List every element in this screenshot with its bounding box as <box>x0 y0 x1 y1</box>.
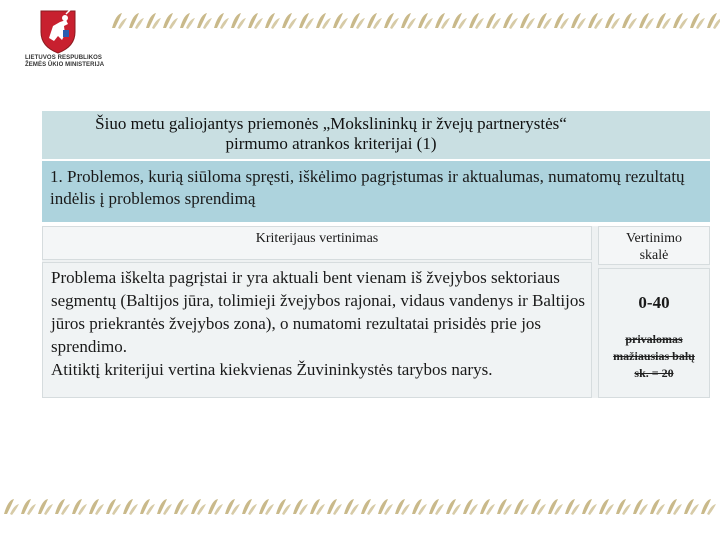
table-header-scale <box>598 230 710 264</box>
ornament-leaf-icon <box>463 499 478 515</box>
ornament-leaf-icon <box>452 13 467 29</box>
ornament-leaf-icon <box>361 499 376 515</box>
ornament-leaf-icon <box>259 499 274 515</box>
ornament-leaf-icon <box>684 499 699 515</box>
ornament-leaf-icon <box>571 13 586 29</box>
ornament-leaf-icon <box>4 499 19 515</box>
ornament-leaf-icon <box>469 13 484 29</box>
ornament-leaf-icon <box>265 13 280 29</box>
criterion-evaluator-note: Atitiktį kriterijui vertina kiekvienas Žuvininkystės tarybos narys. <box>51 360 493 379</box>
ornament-leaf-icon <box>140 499 155 515</box>
ornament-leaf-icon <box>344 499 359 515</box>
ornament-leaf-icon <box>520 13 535 29</box>
ornament-leaf-icon <box>650 499 665 515</box>
minimum-score-line1: privalomas <box>625 332 683 346</box>
ornament-leaf-icon <box>639 13 654 29</box>
minimum-score-line3: sk. = 20 <box>634 366 674 380</box>
criterion-description-text: Problema iškelta pagrįstai ir yra aktuali bent vienam iš žvejybos sektoriaus segmentų (Baltijos jūra, tolimieji žvejybos rajonai, vidaus vandenys ir Baltijos jūros priekrantės žvejybos zona), o numatomi rezultatai prisidės prie jos sprendimo. <box>51 268 585 356</box>
ornament-leaf-icon <box>537 13 552 29</box>
minimum-score-note <box>598 331 710 382</box>
ornament-leaf-icon <box>231 13 246 29</box>
ornament-leaf-icon <box>367 13 382 29</box>
ornament-leaf-icon <box>38 499 53 515</box>
page-title-line1: Šiuo metu galiojantys priemonės „Mokslininkų ir žvejų partnerystės“ <box>95 114 567 133</box>
ornament-leaf-icon <box>656 13 671 29</box>
ornament-leaf-icon <box>514 499 529 515</box>
ornament-leaf-icon <box>605 13 620 29</box>
ornament-leaf-icon <box>616 499 631 515</box>
ornament-top <box>108 10 720 32</box>
ornament-leaf-icon <box>554 13 569 29</box>
ornament-leaf-icon <box>350 13 365 29</box>
ornament-leaf-icon <box>384 13 399 29</box>
score-range: 0-40 <box>638 293 670 312</box>
ornament-leaf-icon <box>174 499 189 515</box>
criterion-description <box>51 266 591 381</box>
ornament-leaf-icon <box>582 499 597 515</box>
ornament-leaf-icon <box>316 13 331 29</box>
minimum-score-line2: mažiausias balų <box>613 349 695 363</box>
ornament-leaf-icon <box>548 499 563 515</box>
ornament-leaf-icon <box>633 499 648 515</box>
ornament-leaf-icon <box>163 13 178 29</box>
ornament-leaf-icon <box>565 499 580 515</box>
coat-of-arms-icon <box>38 8 78 54</box>
ornament-leaf-icon <box>503 13 518 29</box>
ornament-leaf-icon <box>412 499 427 515</box>
ornament-leaf-icon <box>123 499 138 515</box>
ornament-leaf-icon <box>486 13 501 29</box>
ornament-leaf-icon <box>282 13 297 29</box>
ornament-leaf-icon <box>214 13 229 29</box>
table-header-scale-line1: Vertinimo <box>626 231 682 246</box>
ornament-leaf-icon <box>531 499 546 515</box>
ornament-leaf-icon <box>701 499 716 515</box>
ornament-leaf-icon <box>208 499 223 515</box>
ornament-leaf-icon <box>225 499 240 515</box>
ornament-leaf-icon <box>429 499 444 515</box>
ornament-leaf-icon <box>112 13 127 29</box>
ornament-leaf-icon <box>480 499 495 515</box>
ornament-leaf-icon <box>673 13 688 29</box>
ornament-leaf-icon <box>667 499 682 515</box>
ornament-leaf-icon <box>599 499 614 515</box>
ornament-leaf-icon <box>248 13 263 29</box>
ornament-leaf-icon <box>435 13 450 29</box>
ornament-leaf-icon <box>622 13 637 29</box>
ornament-leaf-icon <box>588 13 603 29</box>
ornament-leaf-icon <box>310 499 325 515</box>
ornament-leaf-icon <box>146 13 161 29</box>
ornament-leaf-icon <box>21 499 36 515</box>
page-title-line2: pirmumo atrankos kriterijai (1) <box>225 134 437 153</box>
ornament-leaf-icon <box>89 499 104 515</box>
ornament-leaf-icon <box>293 499 308 515</box>
ornament-leaf-icon <box>129 13 144 29</box>
ornament-leaf-icon <box>333 13 348 29</box>
ministry-name-line2: ŽEMĖS ŪKIO MINISTERIJA <box>25 62 105 68</box>
ornament-leaf-icon <box>690 13 705 29</box>
ornament-leaf-icon <box>276 499 291 515</box>
ornament-leaf-icon <box>106 499 121 515</box>
ornament-leaf-icon <box>55 499 70 515</box>
ornament-leaf-icon <box>401 13 416 29</box>
ornament-leaf-icon <box>327 499 342 515</box>
ornament-leaf-icon <box>395 499 410 515</box>
table-header-assessment: Kriterijaus vertinimas <box>255 231 379 246</box>
ministry-logo <box>18 8 105 74</box>
ornament-leaf-icon <box>242 499 257 515</box>
ornament-leaf-icon <box>418 13 433 29</box>
ornament-leaf-icon <box>378 499 393 515</box>
ornament-leaf-icon <box>180 13 195 29</box>
ornament-leaf-icon <box>197 13 212 29</box>
criterion-heading: 1. Problemos, kurią siūloma spręsti, iškėlimo pagrįstumas ir aktualumas, numatomų rezultatų indėlis į problemos sprendimą <box>50 167 685 208</box>
ornament-leaf-icon <box>707 13 720 29</box>
ornament-leaf-icon <box>299 13 314 29</box>
ministry-name <box>18 55 125 69</box>
table-header-scale-line2: skalė <box>639 248 669 263</box>
ornament-leaf-icon <box>446 499 461 515</box>
ornament-leaf-icon <box>497 499 512 515</box>
ministry-name-line1: LIETUVOS RESPUBLIKOS <box>25 55 103 61</box>
ornament-bottom <box>0 496 720 518</box>
ornament-leaf-icon <box>191 499 206 515</box>
page-title <box>42 114 620 154</box>
ornament-leaf-icon <box>72 499 87 515</box>
ornament-leaf-icon <box>157 499 172 515</box>
